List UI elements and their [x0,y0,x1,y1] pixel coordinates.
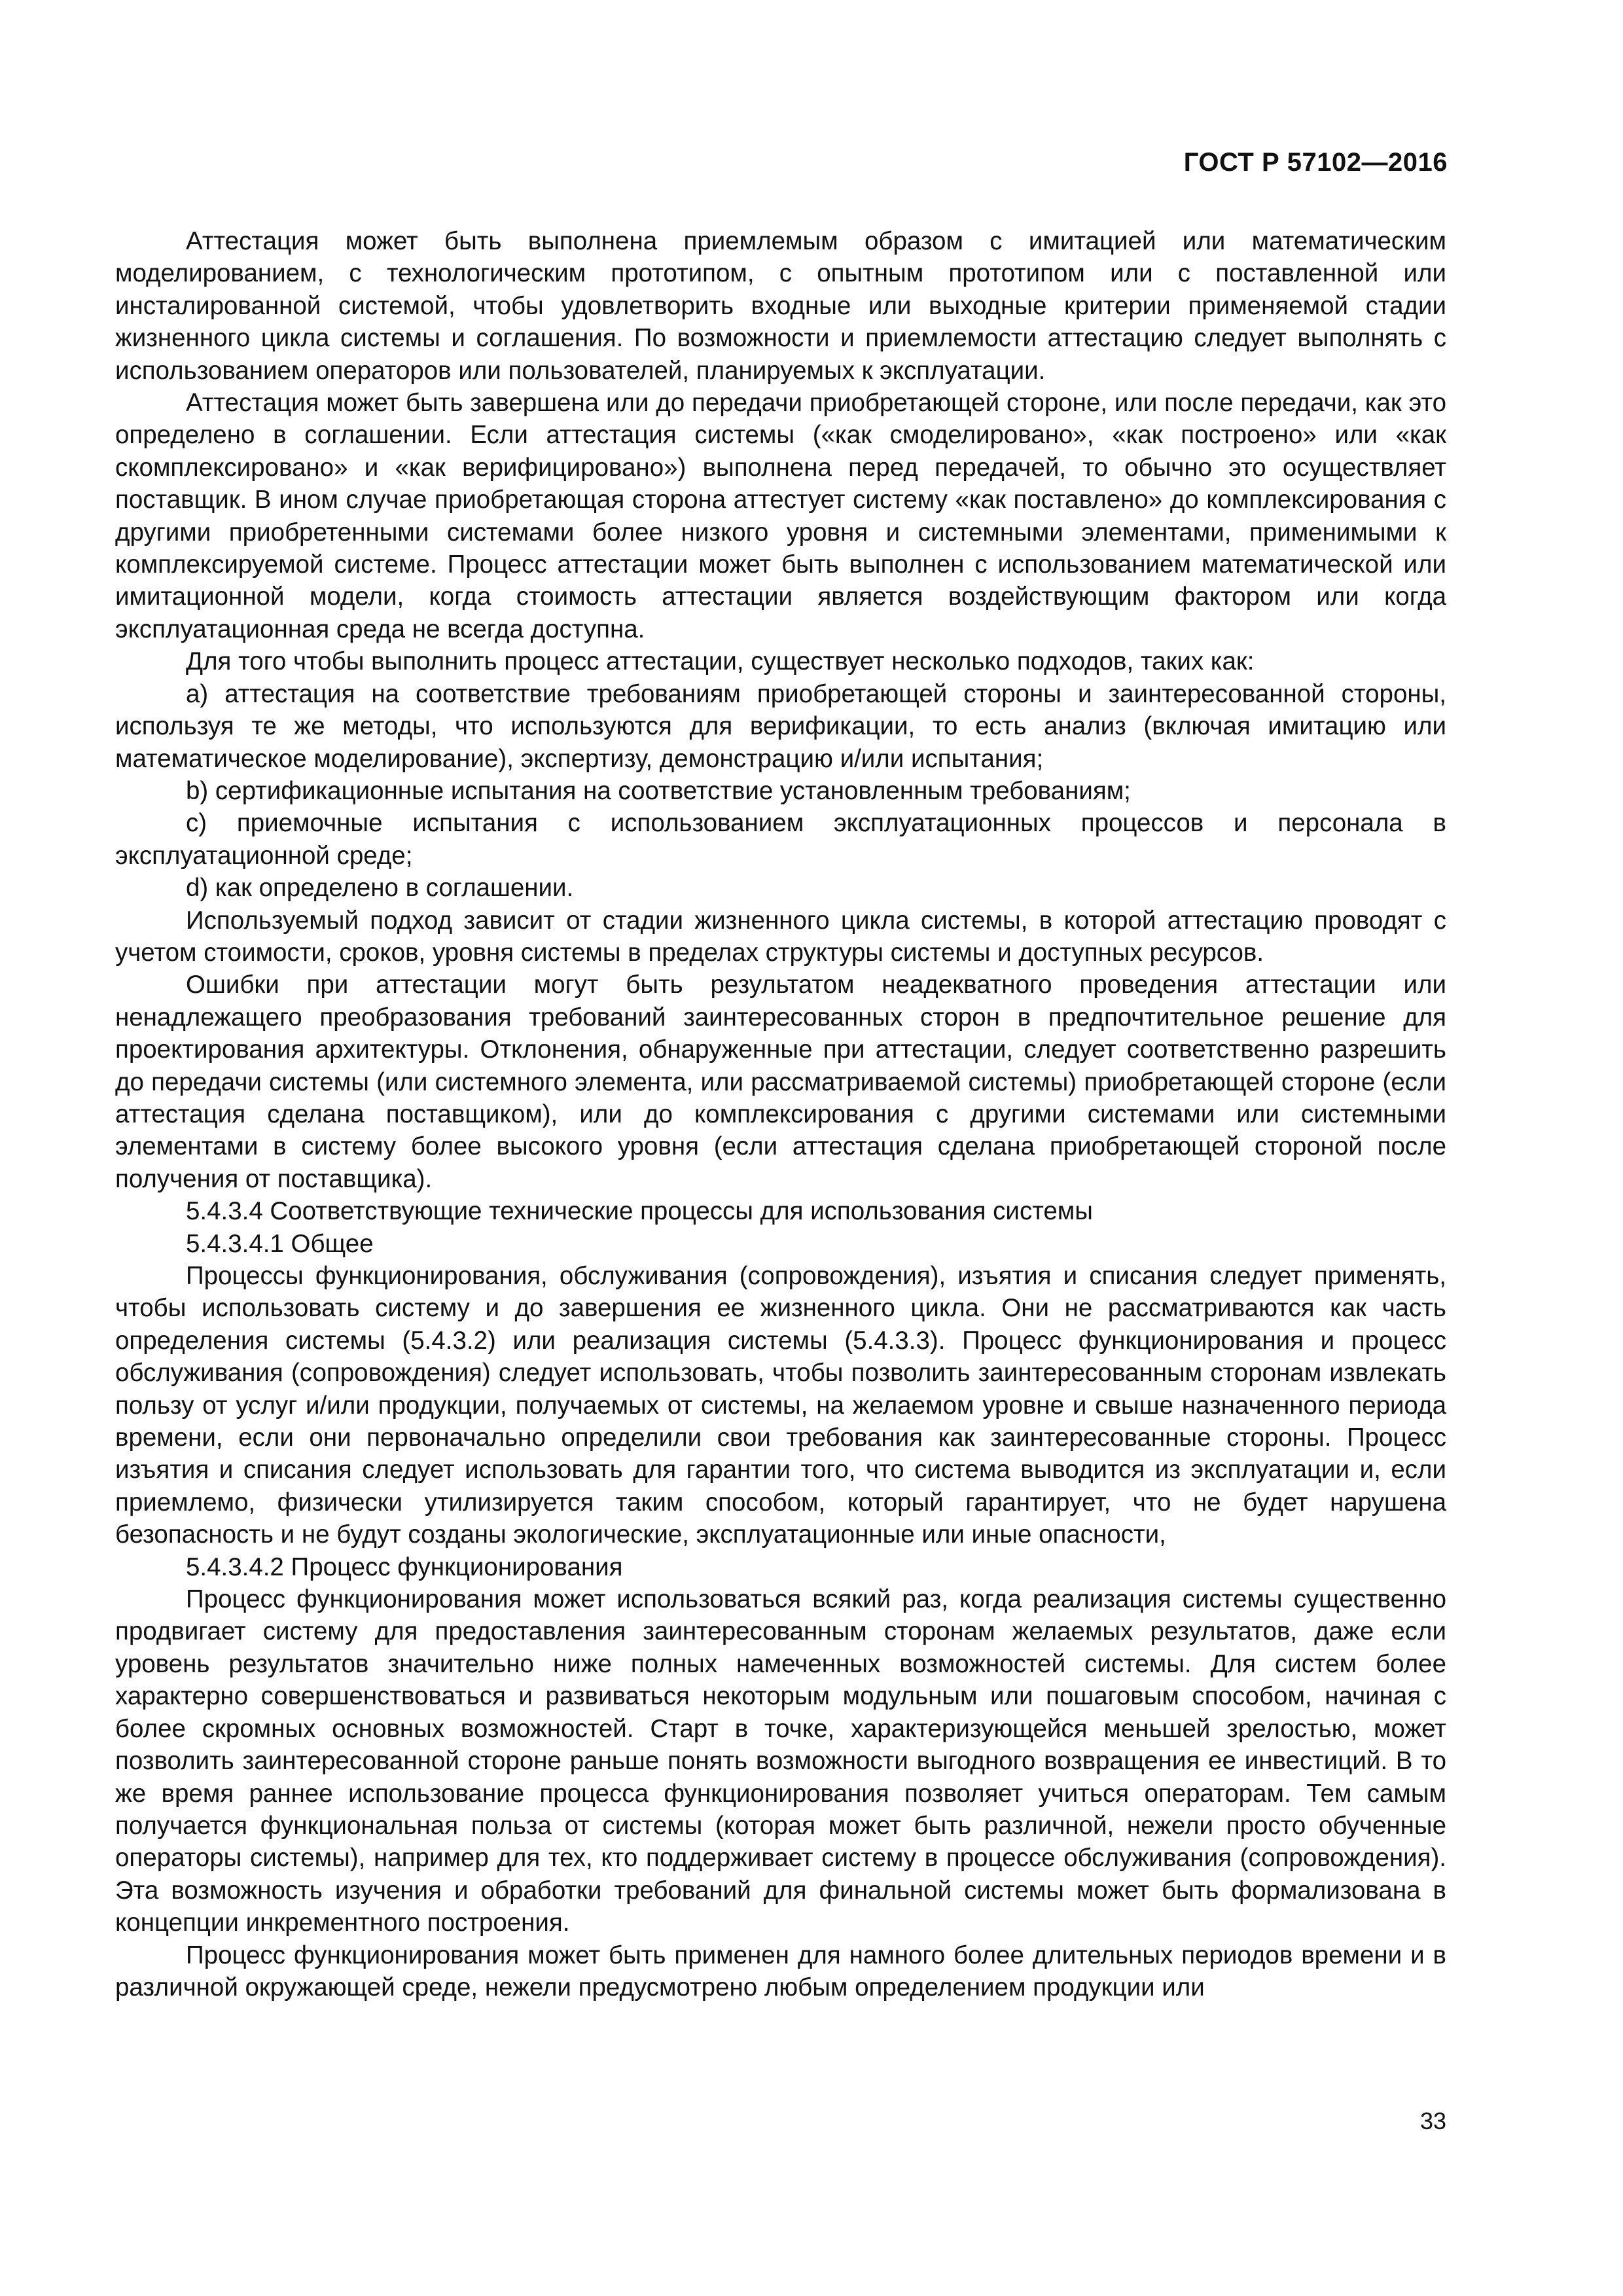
list-item: c) приемочные испытания с использованием эксплуатационных процессов и персонала в эксплуатационной среде; [115,809,1446,870]
list-item: b) сертификационные испытания на соответствие установленным требованиям; [186,776,1131,805]
section-heading: 5.4.3.4 Соответствующие технические процессы для использования системы [186,1197,1093,1226]
subsection-heading: 5.4.3.4.1 Общее [186,1229,374,1258]
subsection-heading: 5.4.3.4.2 Процесс функционирования [186,1552,623,1581]
page-number: 33 [1419,2108,1446,2134]
paragraph: Процессы функционирования, обслуживания (сопровождения), изъятия и списания следует применять, чтобы использовать систему и до завершения ее жизненного цикла. Они не рассматриваются как часть определения системы (5.4.3.2) или реализация системы (5.4.3.3). Процесс функционирования и процесс обслуживания (сопровождения) следует использовать, чтобы позволить заинтересованным сторонам извлекать пользу от услуг и/или продукции, получаемых от системы, на желаемом уровне и свыше назначенного периода времени, если они первоначально определили свои требования как заинтересованные стороны. Процесс изъятия и списания следует использовать для гарантии того, что система выводится из эксплуатации и, если приемлемо, физически утилизируется таким способом, который гарантирует, что не будет нарушена безопасность и не будут созданы экологические, эксплуатационные или иные опасности, [115,1262,1446,1549]
list-item: a) аттестация на соответствие требованиям приобретающей стороны и заинтересованной стороны, используя те же методы, что используются для верификации, то есть анализ (включая имитацию или математическое моделирование), экспертизу, демонстрацию и/или испытания; [115,679,1446,773]
paragraph: Аттестация может быть выполнена приемлемым образом с имитацией или математическим моделированием, с технологическим прототипом, с опытным прототипом или с поставленной или инсталированной системой, чтобы удовлетворить входные или выходные критерии применяемой стадии жизненного цикла системы и соглашения. По возможности и приемлемости аттестацию следует выполнять с использованием операторов или пользователей, планируемых к эксплуатации. [115,227,1446,385]
paragraph: Используемый подход зависит от стадии жизненного цикла системы, в которой аттестацию проводят с учетом стоимости, сроков, уровня системы в пределах структуры системы и доступных ресурсов. [115,906,1446,967]
document-header: ГОСТ Р 57102—2016 [1183,148,1448,177]
paragraph: Ошибки при аттестации могут быть результатом неадекватного проведения аттестации или ненадлежащего преобразования требований заинтересованных сторон в предпочтительное решение для проектирования архитектуры. Отклонения, обнаруженные при аттестации, следует соответственно разрешить до передачи системы (или системного элемента, или рассматриваемой системы) приобретающей стороне (если аттестация сделана поставщиком), или до комплексирования с другими системами или системными элементами в систему более высокого уровня (если аттестация сделана приобретающей стороной после получения от поставщика). [115,971,1446,1193]
paragraph: Аттестация может быть завершена или до передачи приобретающей стороне, или после передачи, как это определено в соглашении. Если аттестация системы («как смоделировано», «как построено» или «как скомплексировано» и «как верифицировано») выполнена перед передачей, то обычно это осуществляет поставщик. В ином случае приобретающая сторона аттестует систему «как поставлено» до комплексирования с другими приобретенными системами более низкого уровня и системными элементами, применимыми к комплексируемой системе. Процесс аттестации может быть выполнен с использованием математической или имитационной модели, когда стоимость аттестации является воздействующим фактором или когда эксплуатационная среда не всегда доступна. [115,389,1446,643]
paragraph: Процесс функционирования может быть применен для намного более длительных периодов времени и в различной окружающей среде, нежели предусмотрено любым определением продукции или [115,1941,1446,2001]
list-item: d) как определено в соглашении. [186,874,574,903]
document-body [115,225,1446,2003]
paragraph: Процесс функционирования может использоваться всякий раз, когда реализация системы существенно продвигает систему для предоставления заинтересованным сторонам желаемых результатов, даже если уровень результатов значительно ниже полных намеченных возможностей системы. Для систем более характерно совершенствоваться и развиваться некоторым модульным или пошаговым способом, начиная с более скромных основных возможностей. Старт в точке, характеризующейся меньшей зрелостью, может позволить заинтересованной стороне раньше понять возможности выгодного возвращения ее инвестиций. В то же время раннее использование процесса функционирования позволяет учиться операторам. Тем самым получается функциональная польза от системы (которая может быть различной, нежели просто обученные операторы системы), например для тех, кто поддерживает систему в процессе обслуживания (сопровождения). Эта возможность изучения и обработки требований для финальной системы может быть формализована в концепции инкрементного построения. [115,1585,1446,1937]
paragraph: Для того чтобы выполнить процесс аттестации, существует несколько подходов, таких как: [186,647,1255,676]
